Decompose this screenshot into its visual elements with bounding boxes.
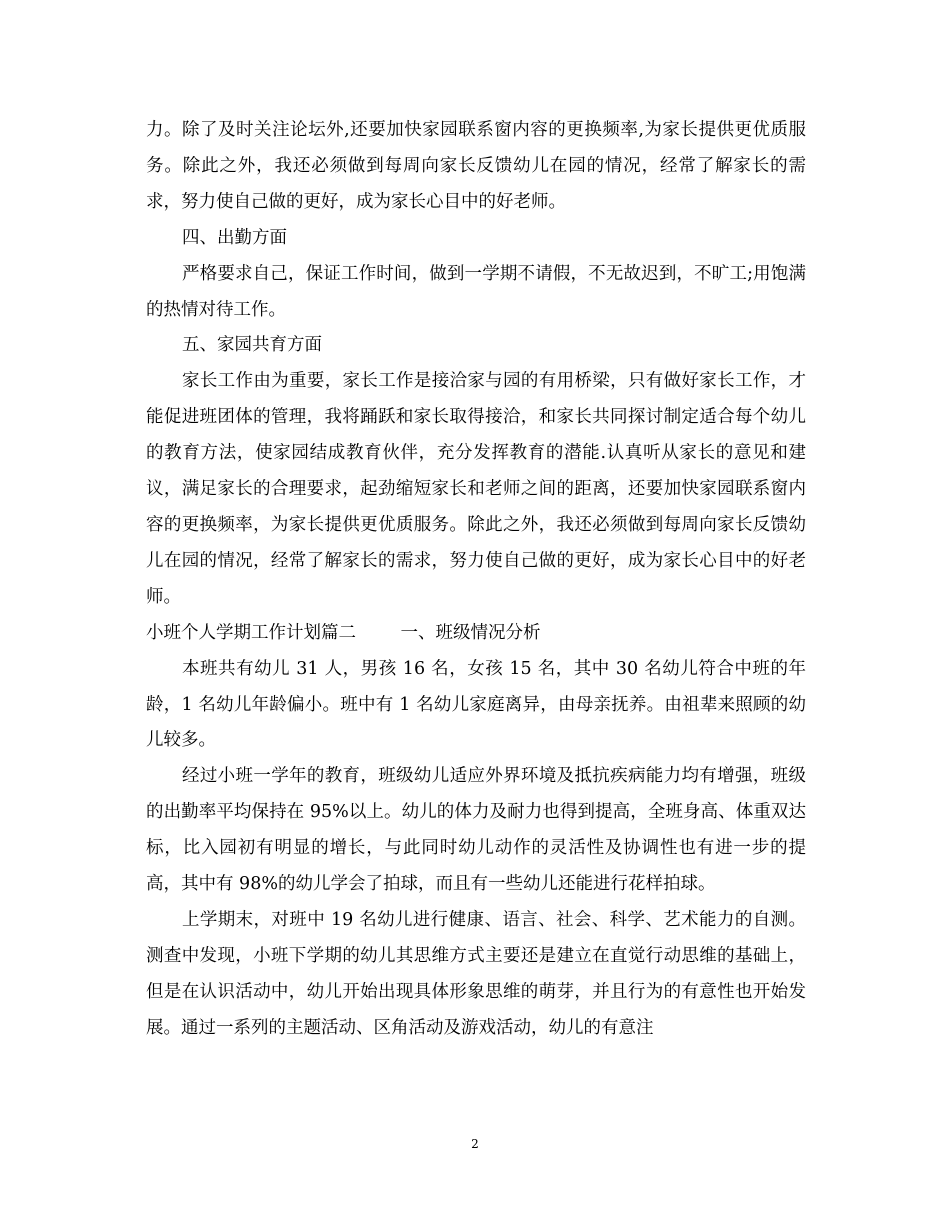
- paragraph-8: 上学期末，对班中 19 名幼儿进行健康、语言、社会、科学、艺术能力的自测。测查中发现，小班下学期的幼儿其思维方式主要还是建立在直觉行动思维的基础上，但是在认识活动中，幼儿开始出现具体形象思维的萌芽，并且行为的有意性也开始发展。通过一系列的主题活动、区角活动及游戏活动，幼儿的有意注: [146, 909, 806, 1038]
- section-heading-home-school: 五、家园共育方面: [182, 335, 322, 356]
- paragraph-0: 力。除了及时关注论坛外,还要加快家园联系窗内容的更换频率,为家长提供更优质服务。除此之外，我还必须做到每周向家长反馈幼儿在园的情况，经常了解家长的需求，努力使自己做的更好，成为家长心目中的好老师。: [146, 120, 806, 212]
- paragraph-4: 家长工作由为重要，家长工作是接洽家与园的有用桥梁，只有做好家长工作，才能促进班团体的管理，我将踊跃和家长取得接洽，和家长共同探讨制定适合每个幼儿的教育方法，使家园结成教育伙伴，充分发挥教育的潜能.认真听从家长的意见和建议，满足家长的合理要求，起劲缩短家长和老师之间的距离，还要加快家园联系窗内容的更换频率，为家长提供更优质服务。除此之外，我还必须做到每周向家长反馈幼儿在园的情况，经常了解家长的需求，努力使自己做的更好，成为家长心目中的好老师。: [146, 371, 806, 607]
- section-heading-attendance: 四、出勤方面: [182, 227, 287, 248]
- paragraph-6: 本班共有幼儿 31 人，男孩 16 名，女孩 15 名，其中 30 名幼儿符合中班的年龄，1 名幼儿年龄偏小。班中有 1 名幼儿家庭离异，由母亲抚养。由祖辈来照顾的幼儿较多。: [146, 658, 806, 751]
- paragraph-2: 严格要求自己，保证工作时间，做到一学期不请假，不无故迟到，不旷工;用饱满的热情对待工作。: [146, 263, 806, 320]
- page-number: 2: [471, 1137, 479, 1151]
- paragraph-7: 经过小班一学年的教育，班级幼儿适应外界环境及抵抗疾病能力均有增强，班级的出勤率平均保持在 95%以上。幼儿的体力及耐力也得到提高，全班身高、体重双达标，比入园初有明显的增长，与此同时幼儿动作的灵活性及协调性也有进一步的提高，其中有 98%的幼儿学会了拍球，而且有一些幼儿还能进行花样拍球。: [146, 766, 806, 895]
- document-body: [146, 113, 806, 1047]
- article-title-part-two: 小班个人学期工作计划篇二 一、班级情况分析: [146, 622, 541, 643]
